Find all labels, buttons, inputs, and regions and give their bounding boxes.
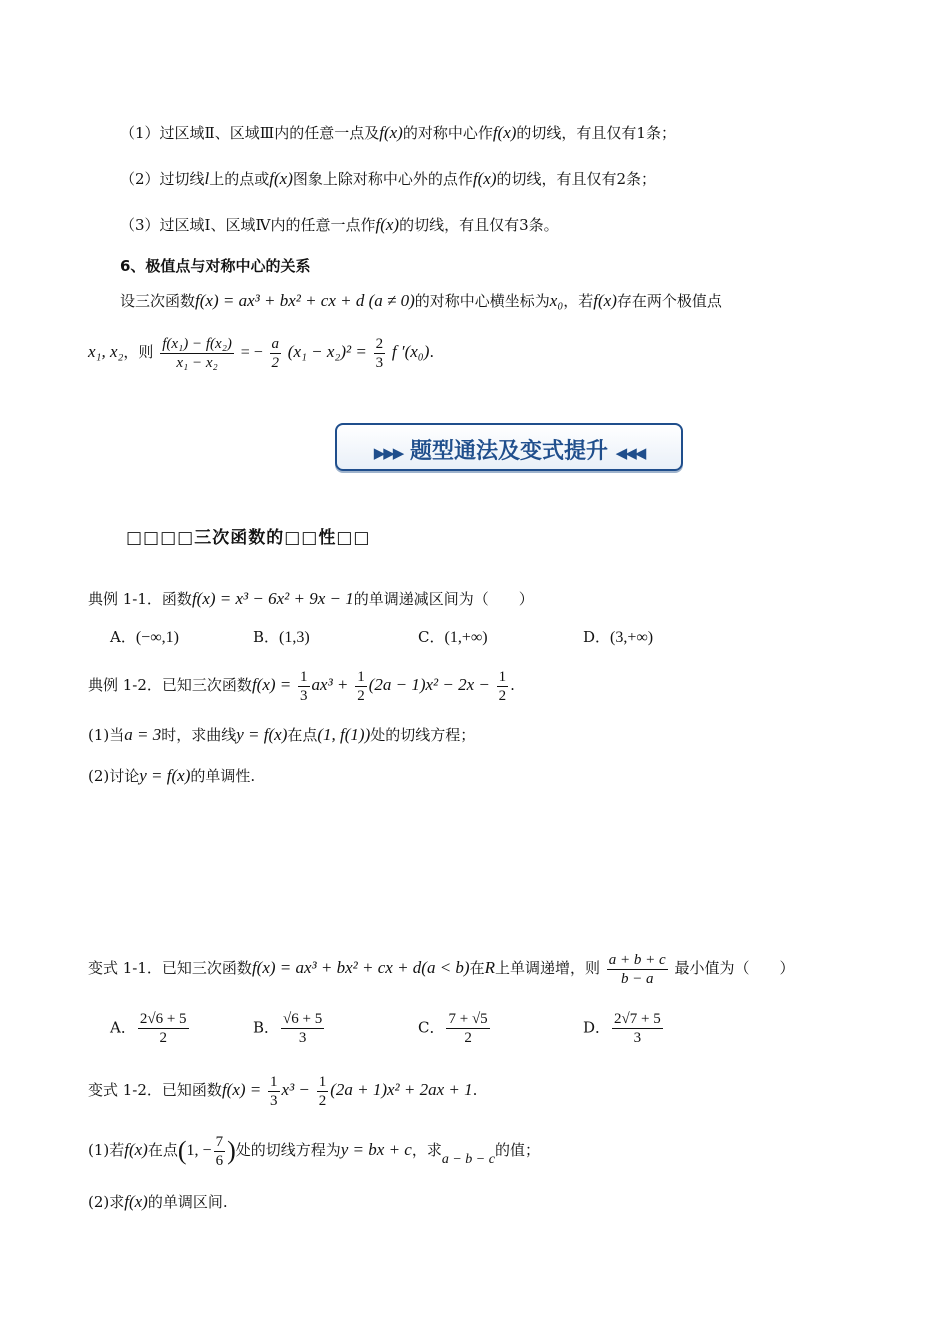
v11-option-b[interactable]: B． $\frac{√6 + 5}{3}$ <box>253 1011 323 1046</box>
v11-ratio: $\frac{a + b + c}{b - a}$ <box>608 951 666 987</box>
ex11-option-b[interactable]: B．(1,3) <box>253 628 310 646</box>
s6-eq3: f ′(x₀) <box>391 342 430 361</box>
v11-option-a[interactable]: A． $\frac{2√6 + 5}{2}$ <box>110 1011 187 1046</box>
section-banner <box>335 423 683 471</box>
theory-item-1-mid: 的对称中心作 <box>402 124 493 142</box>
fx-expr: f(x) <box>379 123 403 142</box>
fx-expr: f(x) <box>593 291 617 310</box>
theory-item-2-prefix: （2）过切线 <box>120 170 205 188</box>
s6-mid2: ，若 <box>563 292 594 310</box>
ex11-function: f(x) = x³ − 6x² + 9x − 1 <box>191 589 354 608</box>
theory-item-3-prefix: （3）过区域Ⅰ、区域Ⅳ内的任意一点作 <box>120 216 376 234</box>
example-1-1 <box>88 588 534 610</box>
s6-then: ，则 <box>123 343 154 361</box>
s6-eq2: (x₁ − x₂)² = <box>287 342 367 361</box>
topic-heading: □□□□三次函数的□□性□□ <box>126 528 371 548</box>
s6-cubic-function: f(x) = ax³ + bx² + cx + d (a ≠ 0) <box>195 291 415 310</box>
fx-expr: f(x) <box>472 169 497 188</box>
ex12-question-2: (2)讨论y = f(x)的单调性. <box>88 766 256 785</box>
ex11-option-d[interactable]: D．(3,+∞) <box>583 628 654 646</box>
ex12-question-1: (1)当a = 3时，求曲线y = f(x)在点(1, f(1))处的切线方程； <box>88 725 476 744</box>
v12-question-2: (2)求f(x)的单调区间. <box>88 1192 228 1211</box>
s6-difference-quotient: $\frac{\text{f(x₁) − f(x₂)}}{\text{x₁ − x₂}}$ <box>162 335 232 371</box>
s6-frac-2-over-3: $\frac{2}{3}$ <box>375 335 384 371</box>
v12-question-1: (1)若f(x)在点(1, − $\frac{7}{6}$ )处的切线方程为y = bx + c，求a − b − c的值； <box>88 1133 540 1169</box>
example-1-2: 典例 1-2．已知三次函数f(x) = $\frac{1}{3}$ ax³ + $\frac{1}{2}$ (2a − 1)x² − 2x − $\frac{1}{2}$ . <box>88 668 515 704</box>
theory-item-3 <box>120 214 559 236</box>
ex12-label: 典例 1-2．已知三次函数 <box>88 676 252 694</box>
v11-option-d[interactable]: D． $\frac{2√7 + 5}{3}$ <box>583 1011 661 1046</box>
s6-prefix: 设三次函数 <box>120 292 196 310</box>
theory-item-2-mid0: 上的点或 <box>209 170 270 188</box>
s6-frac-a-over-2: $\frac{a}{2}$ <box>271 335 280 371</box>
section-6-formula: x₁, x₂，则 $\frac{\text{f(x₁) − f(x₂)}}{\text{x₁ − x₂}}$ = − $\frac{a}{2}$ (x₁ − x₂)² = $\frac{2}{3}$ f ′(x₀). <box>88 335 435 371</box>
theory-item-3-suffix: 的切线，有且仅有3条。 <box>399 216 559 234</box>
left-arrows-icon: ◀◀◀ <box>615 444 645 462</box>
v12-label: 变式 1-2．已知函数 <box>88 1081 222 1099</box>
banner-text <box>337 434 681 465</box>
ex11-option-a[interactable]: A．(−∞,1) <box>110 628 179 646</box>
variant-1-1: 变式 1-1．已知三次函数f(x) = ax³ + bx² + cx + d(a < b)在R上单调递增，则 $\frac{a + b + c}{b - a}$ 最小值为（ ） <box>88 951 795 987</box>
theory-item-1 <box>120 122 676 144</box>
theory-item-1-suffix: 的切线，有且仅有1条； <box>516 124 676 142</box>
ex11-label: 典例 1-1．函数 <box>88 590 192 608</box>
s6-mid: 的对称中心横坐标为 <box>414 292 550 310</box>
ex11-option-c[interactable]: C．(1,+∞) <box>418 628 488 646</box>
fx-expr: f(x) <box>492 123 517 142</box>
s6-eq1: = − <box>240 344 263 361</box>
theory-item-2-mid1: 图象上除对称中心外的点作 <box>292 170 473 188</box>
theory-item-1-prefix: （1）过区域Ⅱ、区域Ⅲ内的任意一点及 <box>120 124 380 142</box>
v11-function: f(x) = ax³ + bx² + cx + d(a < b) <box>251 958 470 977</box>
v11-option-c[interactable]: C． $\frac{7 + √5}{2}$ <box>418 1011 488 1046</box>
fx-expr: f(x) <box>375 215 400 234</box>
v11-label: 变式 1-1．已知三次函数 <box>88 959 252 977</box>
section-6-line-1 <box>120 290 722 312</box>
s6-suffix: 存在两个极值点 <box>616 292 722 310</box>
s6-x0: x₀ <box>549 291 564 310</box>
variant-1-2: 变式 1-2．已知函数f(x) = $\frac{1}{3}$ x³ − $\frac{1}{2}$ (2a + 1)x² + 2ax + 1. <box>88 1073 478 1109</box>
section-6-title: 6、极值点与对称中心的关系 <box>120 257 311 275</box>
ex11-suffix: 的单调递减区间为（ ） <box>353 590 534 608</box>
right-arrows-icon: ▶▶▶ <box>373 444 403 462</box>
theory-item-2 <box>120 168 656 190</box>
banner-title: 题型通法及变式提升 <box>409 439 608 464</box>
tangent-l: l <box>204 169 210 188</box>
s6-vars: x₁, x₂ <box>88 342 124 361</box>
theory-item-2-suffix: 的切线，有且仅有2条； <box>496 170 657 188</box>
fx-expr: f(x) <box>269 169 293 188</box>
